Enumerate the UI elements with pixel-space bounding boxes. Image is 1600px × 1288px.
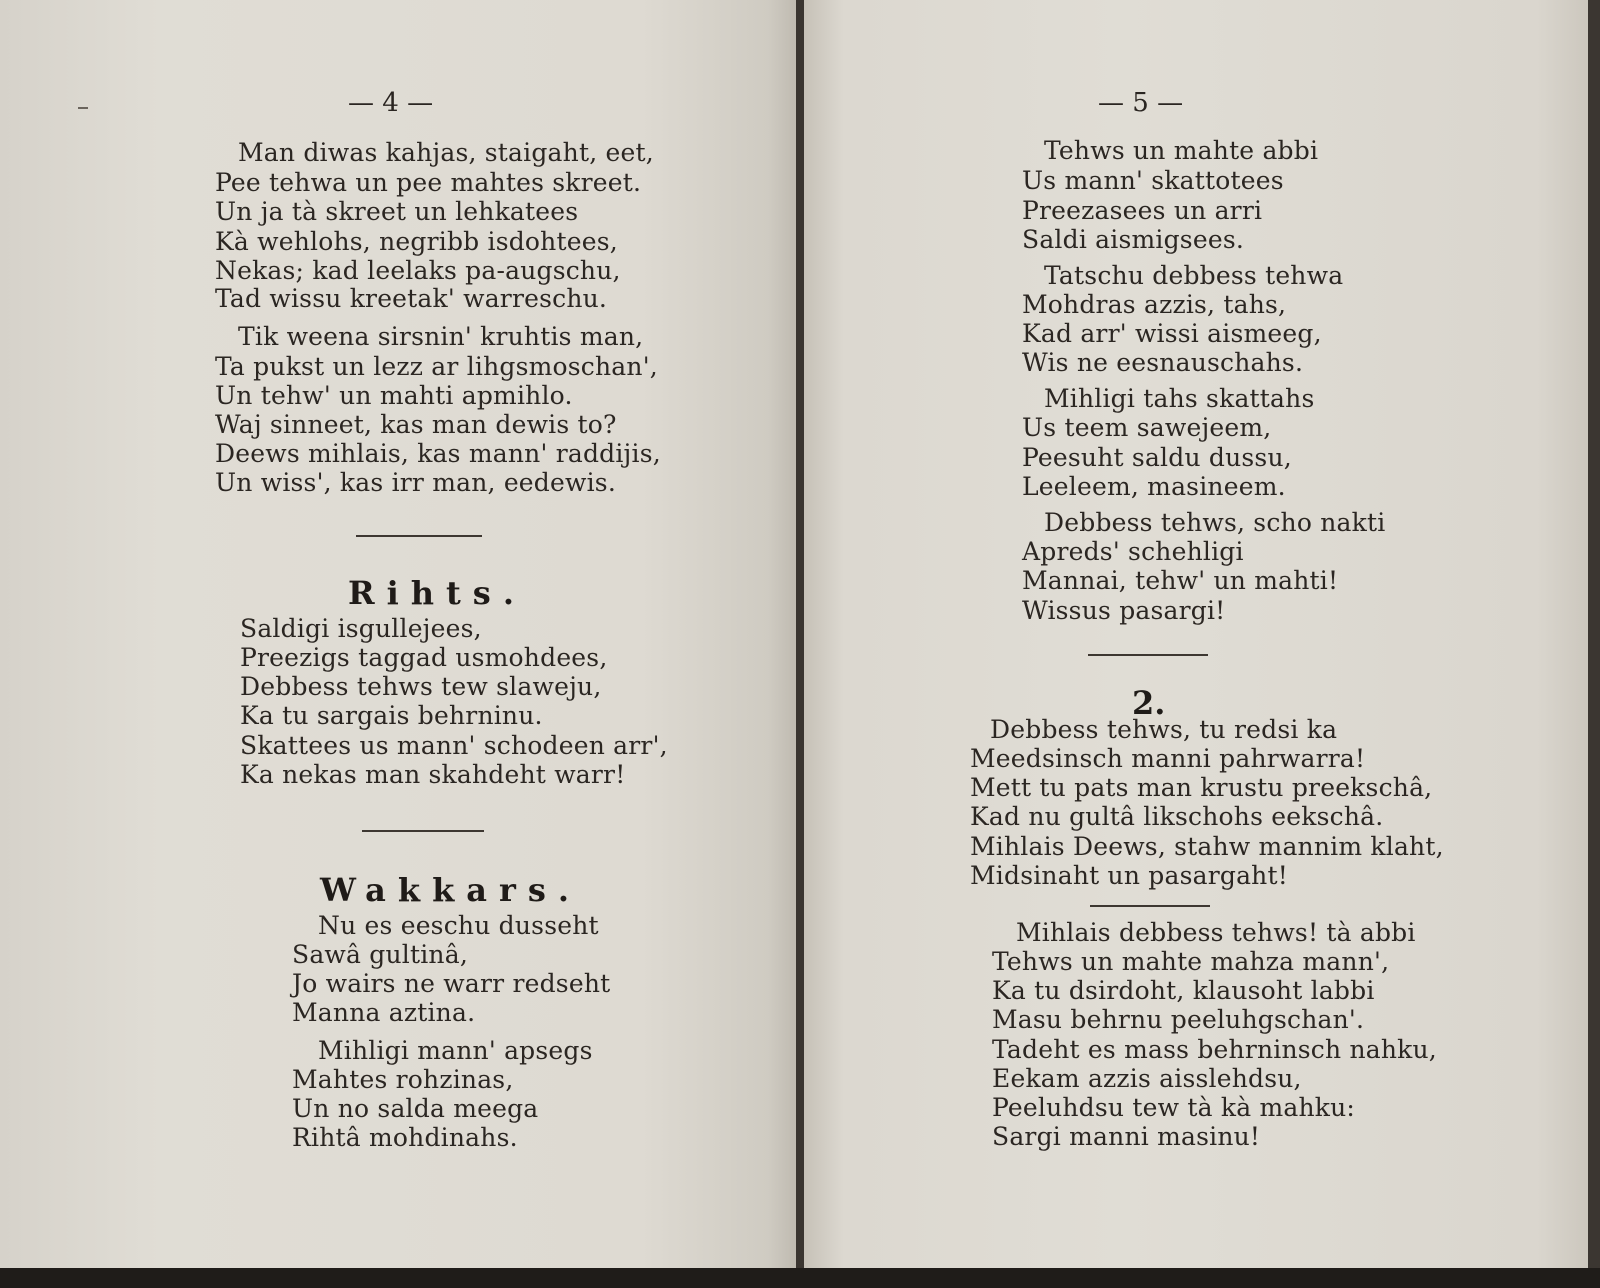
- verse-line: Un ja tà skreet un lehkatees: [215, 197, 579, 226]
- verse-line: Mihligi mann' apsegs: [318, 1036, 593, 1065]
- verse-line: Wis ne eesnauschahs.: [1022, 348, 1304, 377]
- verse-line: Tik weena sirsnin' kruhtis man,: [238, 322, 644, 351]
- verse-line: Us mann' skattotees: [1022, 166, 1284, 195]
- section-divider: [362, 830, 484, 832]
- verse-line: Ta pukst un lezz ar lihgsmoschan',: [215, 352, 658, 381]
- verse-line: Mohdras azzis, tahs,: [1022, 290, 1287, 319]
- verse-line: Eekam azzis aisslehdsu,: [992, 1064, 1302, 1093]
- book-edge-right: [1588, 0, 1600, 1288]
- verse-line: Saldi aismigsees.: [1022, 225, 1245, 254]
- verse-line: Peeluhdsu tew tà kà mahku:: [992, 1093, 1356, 1122]
- verse-line: Mannai, tehw' un mahti!: [1022, 566, 1339, 595]
- page-number-left: — 4 —: [348, 88, 434, 118]
- section-divider: [356, 535, 482, 537]
- verse-line: Sawâ gultinâ,: [292, 940, 468, 969]
- verse-line: Rihtâ mohdinahs.: [292, 1123, 518, 1152]
- section-heading: Wakkars.: [320, 871, 581, 909]
- verse-line: Jo wairs ne warr redseht: [292, 969, 611, 998]
- verse-line: Mihligi tahs skattahs: [1044, 384, 1315, 413]
- margin-mark: [78, 107, 88, 109]
- verse-line: Skattees us mann' schodeen arr',: [240, 731, 668, 760]
- section-divider: [1088, 654, 1208, 656]
- verse-line: Debbess tehws, tu redsi ka: [990, 715, 1338, 744]
- verse-line: Kad arr' wissi aismeeg,: [1022, 319, 1322, 348]
- book-edge-bottom: [0, 1268, 1600, 1288]
- section-heading: 2.: [1132, 684, 1166, 722]
- verse-line: Mihlais Deews, stahw mannim klaht,: [970, 832, 1444, 861]
- verse-line: Tatschu debbess tehwa: [1044, 261, 1344, 290]
- verse-line: Preezasees un arri: [1022, 196, 1263, 225]
- verse-line: Nu es eeschu dusseht: [318, 911, 599, 940]
- verse-line: Masu behrnu peeluhgschan'.: [992, 1005, 1365, 1034]
- section-heading: Rihts.: [348, 574, 526, 612]
- verse-line: Tehws un mahte mahza mann',: [992, 947, 1390, 976]
- verse-line: Midsinaht un pasargaht!: [970, 861, 1288, 890]
- verse-line: Apreds' schehligi: [1022, 537, 1244, 566]
- page-number-right: — 5 —: [1098, 88, 1184, 118]
- verse-line: Nekas; kad leelaks pa-augschu,: [215, 256, 621, 285]
- verse-line: Un wiss', kas irr man, eedewis.: [215, 468, 616, 497]
- verse-line: Us teem sawejeem,: [1022, 413, 1272, 442]
- verse-line: Debbess tehws tew slaweju,: [240, 672, 602, 701]
- verse-line: Mahtes rohzinas,: [292, 1065, 514, 1094]
- verse-line: Pee tehwa un pee mahtes skreet.: [215, 168, 642, 197]
- section-divider: [1090, 905, 1210, 907]
- verse-line: Ka tu dsirdoht, klausoht labbi: [992, 976, 1375, 1005]
- verse-line: Mihlais debbess tehws! tà abbi: [1016, 918, 1416, 947]
- right-page: [804, 0, 1600, 1288]
- verse-line: Tad wissu kreetak' warreschu.: [215, 284, 608, 313]
- verse-line: Mett tu pats man krustu preekschâ,: [970, 773, 1433, 802]
- verse-line: Kad nu gultâ likschohs eekschâ.: [970, 802, 1384, 831]
- verse-line: Manna aztina.: [292, 998, 476, 1027]
- verse-line: Sargi manni masinu!: [992, 1122, 1261, 1151]
- verse-line: Peesuht saldu dussu,: [1022, 443, 1292, 472]
- verse-line: Tadeht es mass behrninsch nahku,: [992, 1035, 1437, 1064]
- verse-line: Un tehw' un mahti apmihlo.: [215, 381, 573, 410]
- verse-line: Wissus pasargi!: [1022, 596, 1226, 625]
- verse-line: Saldigi isgullejees,: [240, 614, 482, 643]
- verse-line: Debbess tehws, scho nakti: [1044, 508, 1386, 537]
- verse-line: Deews mihlais, kas mann' raddijis,: [215, 439, 661, 468]
- verse-line: Ka nekas man skahdeht warr!: [240, 760, 626, 789]
- verse-line: Kà wehlohs, negribb isdohtees,: [215, 227, 618, 256]
- verse-line: Man diwas kahjas, staigaht, eet,: [238, 138, 654, 167]
- verse-line: Tehws un mahte abbi: [1044, 136, 1319, 165]
- verse-line: Waj sinneet, kas man dewis to?: [215, 410, 617, 439]
- verse-line: Meedsinsch manni pahrwarra!: [970, 744, 1366, 773]
- verse-line: Preezigs taggad usmohdees,: [240, 643, 608, 672]
- verse-line: Un no salda meega: [292, 1094, 539, 1123]
- verse-line: Leeleem, masineem.: [1022, 472, 1286, 501]
- verse-line: Ka tu sargais behrninu.: [240, 701, 543, 730]
